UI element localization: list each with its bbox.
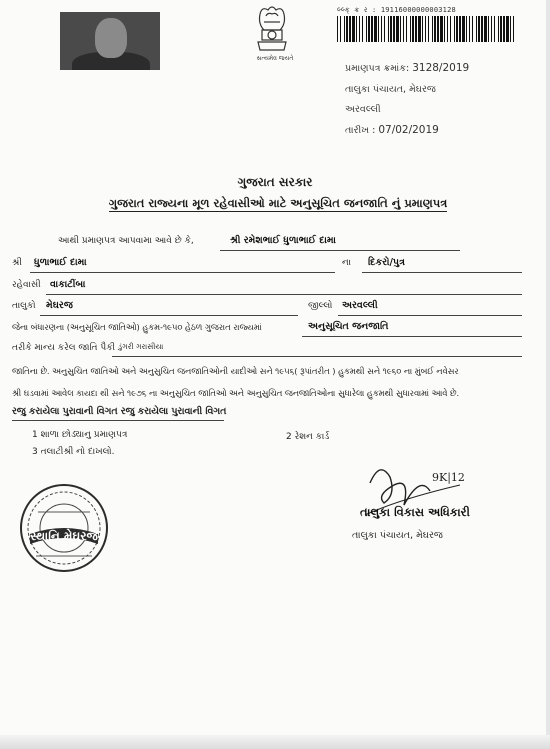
office-name: તાલુકા પંચાયત, મેઘરજ	[345, 84, 436, 95]
father-name: ધુળાભાઈ દામા	[34, 257, 87, 268]
svg-text:સ્થાનિ મેઘરજ: સ્થાનિ મેઘરજ	[30, 529, 98, 543]
proof-item: 1 શાળા છોડ્યાનુ પ્રમાણપત્ર	[32, 430, 128, 440]
certificate-number-row	[345, 62, 469, 74]
proof-item: 3 તલાટીશ્રી નો દાખલો.	[32, 447, 115, 457]
issue-date: 07/02/2019	[378, 124, 439, 136]
paragraph-line-1: જાતિના છે. અનુસુચિત જાતિઓ અને અનુસુચિત જનજાતિઓની યાદીઓ સને ૧૯૫૬( રૂપાંતરીત ) હુકમથી સને ૧૯૬૦ ના મુંબઈ નવેસર	[12, 366, 459, 376]
father-name-underline	[30, 272, 335, 273]
order-text: જેના બંધારણના (અનુસૂચિત જાતિઓ) હુકમ-૧૯૫૦ હેઠળ ગુજરાત રાજ્યમાં	[12, 322, 262, 332]
certificate-title	[78, 196, 478, 211]
resident-label: રહેવાસી	[12, 280, 41, 290]
scan-bottom-shadow	[0, 735, 550, 749]
category: અનુસૂચિત જનજાતિ	[308, 321, 389, 332]
district-label: જીલ્લો	[308, 301, 333, 311]
emblem-motto: સત્યમેવ જયતે	[256, 55, 294, 62]
proofs-heading: રજુ કરાયેલા પુરાવાની વિગત રજુ કરાયેલા પુરાવાની વિગત	[12, 406, 227, 417]
certificate-number: 3128/2019	[412, 62, 470, 74]
village-underline	[46, 294, 522, 295]
holder-name: શ્રી રમેશભાઈ ધુળાભાઈ દામા	[230, 235, 336, 246]
officer-title: તાલુકા વિકાસ અધિકારી	[360, 505, 470, 519]
barcode	[337, 16, 517, 42]
na-label: ના	[342, 258, 351, 268]
scan-edge	[546, 0, 550, 749]
tribe-label: તરીકે માન્ય કરેલ જાતિ પૈકી	[12, 343, 116, 353]
proofs-heading-underline	[12, 420, 224, 421]
taluka-name: મેઘરજ	[46, 300, 73, 311]
certificate-number-label: પ્રમાણપત્ર ક્રમાંક:	[345, 63, 410, 74]
certificate-title-text: ગુજરાત રાજ્યના મૂળ રહેવાસીઓ માટે અનુસૂચિત જનજાતિ નું પ્રમાણપત્ર	[108, 196, 448, 210]
proof-item: 2 રેશન કાર્ડ	[286, 432, 330, 442]
official-seal-icon	[18, 482, 110, 574]
applicant-photo	[60, 12, 160, 70]
handwritten-date: 9K|12	[432, 471, 465, 484]
national-emblem-icon	[244, 4, 300, 74]
taluka-underline	[40, 315, 298, 316]
paragraph-line-2: શ્રી ઘડવામાં આવેલ કાયદા થી સને ૧૯૭૬ ના અનુસુચિત જાતિઓ અને અનુસુચિત જનજાતિઓના સુધારેલા હુકમથી સુધારવામાં આવે છે.	[12, 388, 460, 398]
government-title: ગુજરાત સરકાર	[237, 175, 313, 189]
relation: દિકરો/પુત્ર	[368, 257, 405, 268]
tribe-underline	[112, 356, 522, 357]
relation-underline	[362, 272, 522, 273]
date-row	[345, 124, 439, 136]
intro-text: આથી પ્રમાણપત્ર આપવામા આવે છે કે,	[58, 236, 194, 246]
holder-name-underline	[220, 250, 460, 251]
category-underline	[302, 336, 522, 337]
taluka-label: તાલુકો	[12, 301, 36, 311]
shri-label: શ્રી	[12, 258, 22, 268]
district-value: અરવલ્લી	[342, 300, 378, 311]
barcode-number: લ્લ્ક્ ક્ર ર : 19116000000003128	[337, 6, 456, 14]
tribe-name: ડુંગરી ગરાસીયા	[118, 342, 164, 351]
village-name: વાકાટીંબા	[50, 279, 86, 290]
officer-office: તાલુકા પંચાયત, મેઘરજ	[352, 530, 443, 541]
district-name: અરવલ્લી	[345, 104, 381, 115]
date-label: તારીખ :	[345, 125, 376, 136]
district-underline	[338, 315, 522, 316]
